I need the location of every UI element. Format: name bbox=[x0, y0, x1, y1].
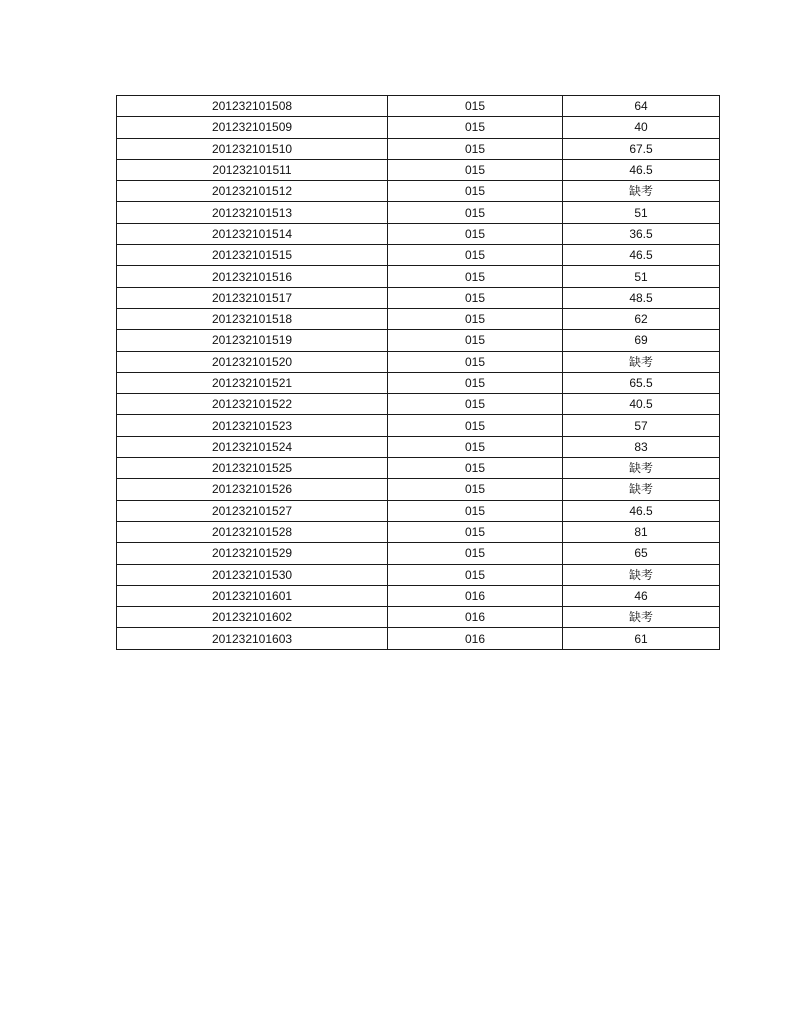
class-code-cell: 015 bbox=[388, 266, 563, 287]
student-id-cell: 201232101511 bbox=[117, 159, 388, 180]
score-cell: 64 bbox=[563, 96, 720, 117]
student-id-cell: 201232101528 bbox=[117, 521, 388, 542]
table-row bbox=[117, 628, 720, 649]
class-code-cell: 015 bbox=[388, 479, 563, 500]
score-cell: 40 bbox=[563, 117, 720, 138]
score-cell: 缺考 bbox=[563, 458, 720, 479]
score-cell: 48.5 bbox=[563, 287, 720, 308]
class-code-cell: 015 bbox=[388, 245, 563, 266]
score-cell: 62 bbox=[563, 308, 720, 329]
table-row bbox=[117, 330, 720, 351]
score-table-body bbox=[117, 96, 720, 650]
table-row bbox=[117, 266, 720, 287]
student-id-cell: 201232101508 bbox=[117, 96, 388, 117]
table-row bbox=[117, 607, 720, 628]
class-code-cell: 015 bbox=[388, 181, 563, 202]
table-row bbox=[117, 117, 720, 138]
table-row bbox=[117, 500, 720, 521]
score-cell: 83 bbox=[563, 436, 720, 457]
table-row bbox=[117, 308, 720, 329]
table-row bbox=[117, 96, 720, 117]
student-id-cell: 201232101529 bbox=[117, 543, 388, 564]
class-code-cell: 015 bbox=[388, 287, 563, 308]
score-cell: 46.5 bbox=[563, 159, 720, 180]
student-id-cell: 201232101601 bbox=[117, 585, 388, 606]
score-cell: 65.5 bbox=[563, 372, 720, 393]
class-code-cell: 015 bbox=[388, 159, 563, 180]
score-cell: 缺考 bbox=[563, 479, 720, 500]
table-row bbox=[117, 372, 720, 393]
class-code-cell: 016 bbox=[388, 585, 563, 606]
table-row bbox=[117, 564, 720, 585]
class-code-cell: 015 bbox=[388, 500, 563, 521]
student-id-cell: 201232101515 bbox=[117, 245, 388, 266]
score-cell: 67.5 bbox=[563, 138, 720, 159]
class-code-cell: 015 bbox=[388, 117, 563, 138]
student-id-cell: 201232101524 bbox=[117, 436, 388, 457]
student-id-cell: 201232101519 bbox=[117, 330, 388, 351]
score-cell: 46 bbox=[563, 585, 720, 606]
table-row bbox=[117, 394, 720, 415]
student-id-cell: 201232101517 bbox=[117, 287, 388, 308]
table-row bbox=[117, 138, 720, 159]
class-code-cell: 015 bbox=[388, 308, 563, 329]
score-cell: 57 bbox=[563, 415, 720, 436]
score-cell: 65 bbox=[563, 543, 720, 564]
table-row bbox=[117, 585, 720, 606]
table-row bbox=[117, 543, 720, 564]
student-id-cell: 201232101513 bbox=[117, 202, 388, 223]
class-code-cell: 015 bbox=[388, 138, 563, 159]
student-id-cell: 201232101510 bbox=[117, 138, 388, 159]
student-id-cell: 201232101602 bbox=[117, 607, 388, 628]
score-cell: 46.5 bbox=[563, 500, 720, 521]
class-code-cell: 015 bbox=[388, 330, 563, 351]
student-id-cell: 201232101527 bbox=[117, 500, 388, 521]
table-row bbox=[117, 521, 720, 542]
score-cell: 51 bbox=[563, 202, 720, 223]
student-id-cell: 201232101516 bbox=[117, 266, 388, 287]
class-code-cell: 015 bbox=[388, 436, 563, 457]
student-id-cell: 201232101520 bbox=[117, 351, 388, 372]
student-id-cell: 201232101509 bbox=[117, 117, 388, 138]
score-cell: 缺考 bbox=[563, 351, 720, 372]
score-cell: 36.5 bbox=[563, 223, 720, 244]
score-cell: 缺考 bbox=[563, 564, 720, 585]
table-row bbox=[117, 202, 720, 223]
class-code-cell: 015 bbox=[388, 372, 563, 393]
student-id-cell: 201232101514 bbox=[117, 223, 388, 244]
score-cell: 81 bbox=[563, 521, 720, 542]
table-row bbox=[117, 287, 720, 308]
table-row bbox=[117, 415, 720, 436]
class-code-cell: 015 bbox=[388, 415, 563, 436]
table-row bbox=[117, 458, 720, 479]
student-id-cell: 201232101525 bbox=[117, 458, 388, 479]
score-cell: 61 bbox=[563, 628, 720, 649]
class-code-cell: 016 bbox=[388, 607, 563, 628]
student-id-cell: 201232101521 bbox=[117, 372, 388, 393]
class-code-cell: 015 bbox=[388, 223, 563, 244]
class-code-cell: 016 bbox=[388, 628, 563, 649]
table-row bbox=[117, 181, 720, 202]
table-row bbox=[117, 245, 720, 266]
student-id-cell: 201232101518 bbox=[117, 308, 388, 329]
score-cell: 缺考 bbox=[563, 607, 720, 628]
student-id-cell: 201232101512 bbox=[117, 181, 388, 202]
table-row bbox=[117, 351, 720, 372]
score-cell: 69 bbox=[563, 330, 720, 351]
score-cell: 缺考 bbox=[563, 181, 720, 202]
class-code-cell: 015 bbox=[388, 564, 563, 585]
class-code-cell: 015 bbox=[388, 351, 563, 372]
class-code-cell: 015 bbox=[388, 202, 563, 223]
student-id-cell: 201232101523 bbox=[117, 415, 388, 436]
score-cell: 46.5 bbox=[563, 245, 720, 266]
class-code-cell: 015 bbox=[388, 521, 563, 542]
table-row bbox=[117, 159, 720, 180]
score-table bbox=[116, 95, 720, 650]
score-cell: 51 bbox=[563, 266, 720, 287]
student-id-cell: 201232101530 bbox=[117, 564, 388, 585]
student-id-cell: 201232101603 bbox=[117, 628, 388, 649]
table-row bbox=[117, 479, 720, 500]
class-code-cell: 015 bbox=[388, 458, 563, 479]
class-code-cell: 015 bbox=[388, 394, 563, 415]
table-row bbox=[117, 436, 720, 457]
score-cell: 40.5 bbox=[563, 394, 720, 415]
class-code-cell: 015 bbox=[388, 96, 563, 117]
student-id-cell: 201232101522 bbox=[117, 394, 388, 415]
table-row bbox=[117, 223, 720, 244]
student-id-cell: 201232101526 bbox=[117, 479, 388, 500]
class-code-cell: 015 bbox=[388, 543, 563, 564]
